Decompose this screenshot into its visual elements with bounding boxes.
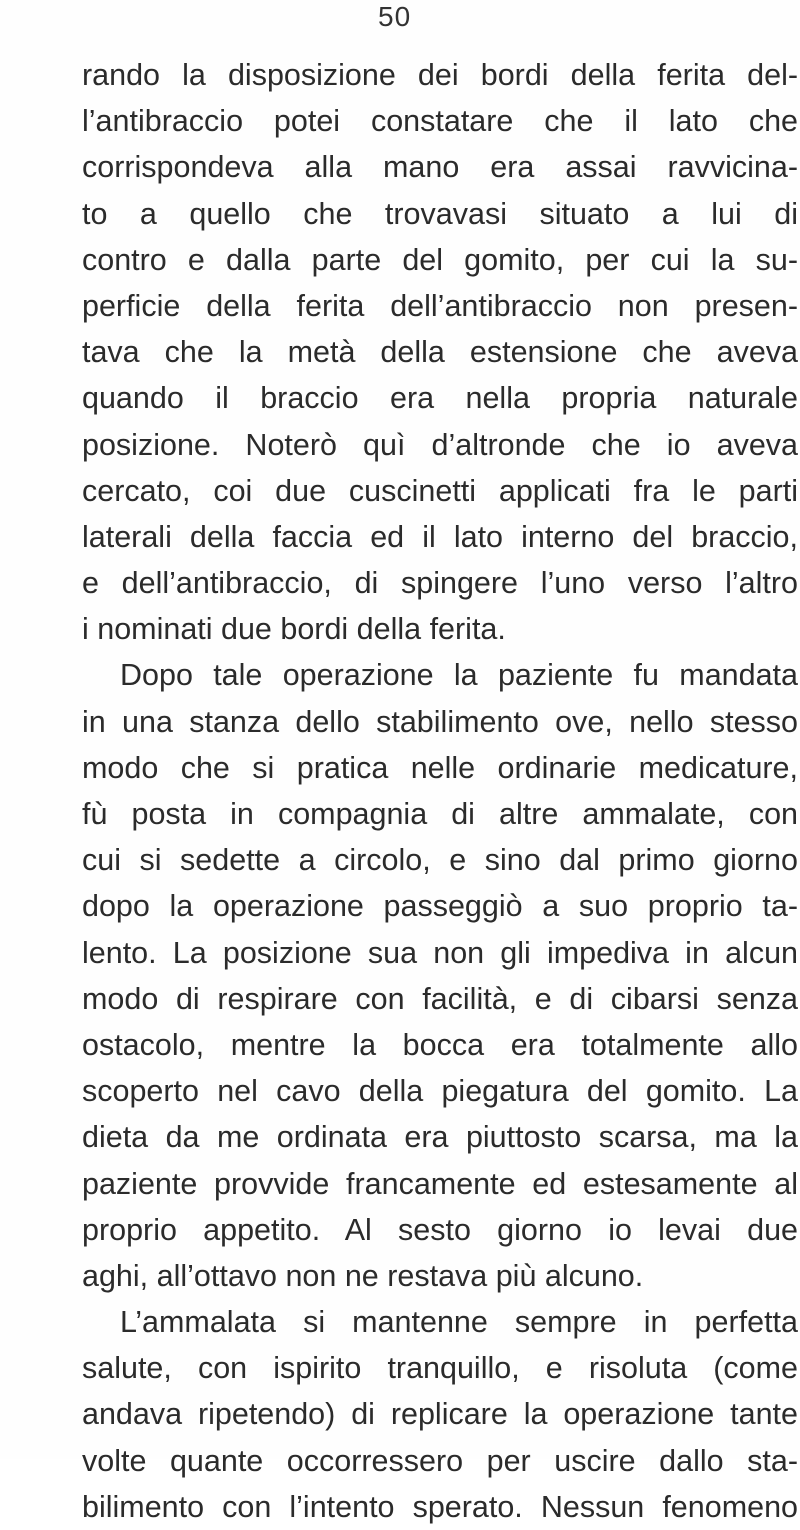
text-line: aghi, all’ottavo non ne restava più alcuno. — [82, 1258, 644, 1293]
text-line: salute, con ispirito tranquillo, e risoluta (come — [82, 1351, 798, 1386]
text-line: dieta da me ordinata era piuttosto scarsa, ma la — [82, 1120, 798, 1155]
text-line: volte quante occorressero per uscire dallo sta- — [82, 1443, 798, 1478]
text-line: proprio appetito. Al sesto giorno io levai due — [82, 1212, 798, 1247]
body-text — [82, 52, 798, 1530]
text-line: modo di respirare con facilità, e di cibarsi senza — [82, 981, 798, 1016]
text-line: i nominati due bordi della ferita. — [82, 612, 506, 647]
text-line: l’antibraccio potei constatare che il lato che — [82, 104, 798, 139]
text-line: scoperto nel cavo della piegatura del gomito. La — [82, 1074, 798, 1109]
paragraph-start-line: Dopo tale operazione la paziente fu mandata — [120, 658, 798, 693]
text-line: fù posta in compagnia di altre ammalate, con — [82, 797, 798, 831]
text-line: cui si sedette a circolo, e sino dal primo giorno — [82, 843, 798, 878]
text-line: ostacolo, mentre la bocca era totalmente allo — [82, 1027, 798, 1062]
text-line: in una stanza dello stabilimento ove, nello stesso — [82, 704, 798, 739]
text-line: quando il braccio era nella propria naturale — [82, 381, 798, 416]
text-line: contro e dalla parte del gomito, per cui la su- — [82, 242, 798, 277]
text-line: modo che si pratica nelle ordinarie medicature, — [82, 750, 798, 785]
text-line: laterali della faccia ed il lato interno del braccio, — [82, 519, 798, 554]
text-line: tava che la metà della estensione che aveva — [82, 335, 798, 370]
text-line: dopo la operazione passeggiò a suo proprio ta- — [82, 889, 798, 924]
text-line: paziente provvide francamente ed estesamente al — [82, 1166, 798, 1201]
text-line: corrispondeva alla mano era assai ravvicina- — [82, 150, 798, 185]
text-line: andava ripetendo) di replicare la operazione tante — [82, 1397, 798, 1432]
text-line: perficie della ferita dell’antibraccio non presen- — [82, 288, 798, 323]
text-line: to a quello che trovavasi situato a lui di — [82, 196, 798, 231]
text-line: rando la disposizione dei bordi della ferita del- — [82, 58, 798, 92]
text-line: e dell’antibraccio, di spingere l’uno verso l’altro — [82, 566, 798, 601]
text-line: lento. La posizione sua non gli impediva in alcun — [82, 935, 798, 970]
text-line: posizione. Noterò quì d’altronde che io aveva — [82, 427, 798, 462]
page-number: 50 — [378, 1, 412, 32]
paragraph-start-line: L’ammalata si mantenne sempre in perfetta — [120, 1305, 798, 1340]
text-line: bilimento con l’intento sperato. Nessun fenomeno — [82, 1489, 798, 1524]
text-line: cercato, coi due cuscinetti applicati fra le parti — [82, 473, 798, 508]
